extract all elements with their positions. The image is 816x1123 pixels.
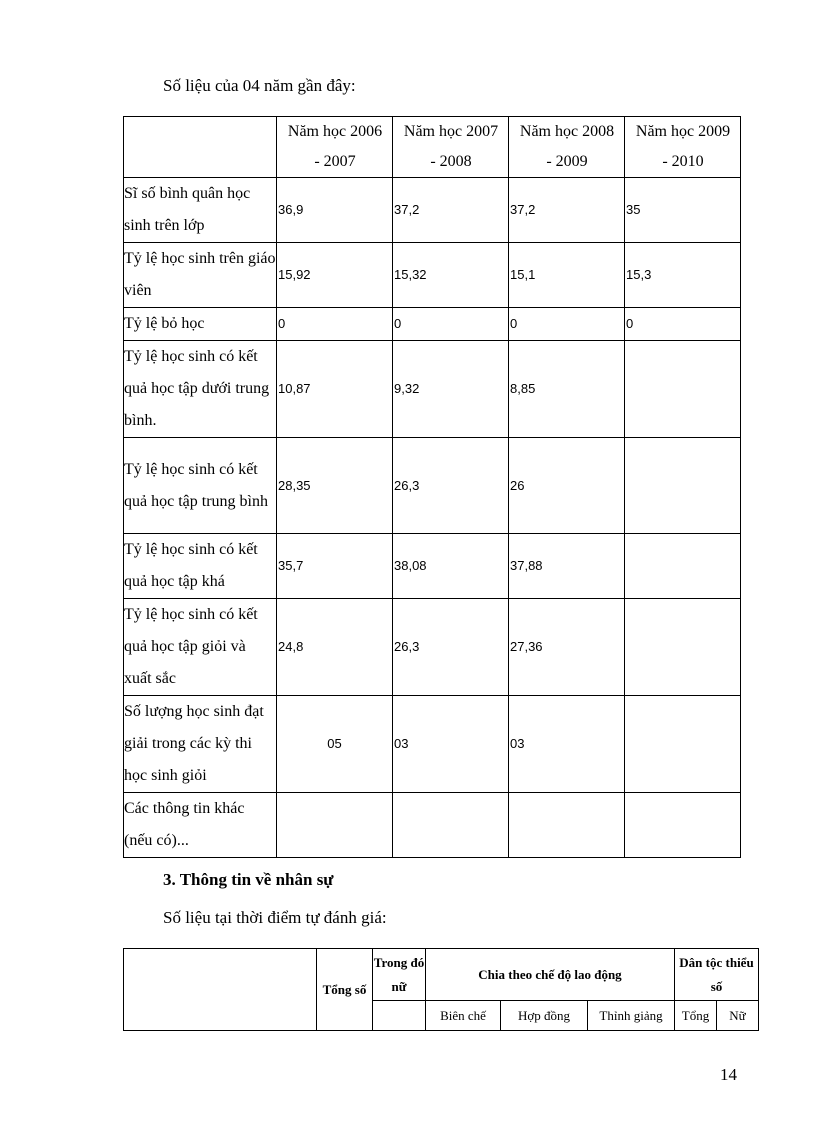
value-cell: 9,32 — [393, 341, 509, 438]
row-label: Tỷ lệ học sinh có kết quả học tập dưới trung bình. — [124, 341, 277, 438]
value-cell — [625, 599, 741, 696]
staff-header-row — [124, 949, 759, 1001]
value-cell: 37,2 — [509, 178, 625, 243]
value-cell — [625, 696, 741, 793]
value-cell — [393, 793, 509, 858]
staff-table — [123, 948, 759, 1031]
value-cell: 0 — [625, 308, 741, 341]
table-row — [124, 438, 741, 534]
staff-corner-cell — [124, 949, 317, 1031]
header-year-cell — [393, 117, 509, 178]
value-cell — [625, 341, 741, 438]
value-cell: 37,2 — [393, 178, 509, 243]
row-label: Sĩ số bình quân học sinh trên lớp — [124, 178, 277, 243]
value-cell: 15,1 — [509, 243, 625, 308]
staff-sub-header: Nữ — [717, 1001, 759, 1031]
row-label: Tỷ lệ học sinh trên giáo viên — [124, 243, 277, 308]
value-cell: 15,32 — [393, 243, 509, 308]
header-year-cell — [277, 117, 393, 178]
value-cell: 26,3 — [393, 438, 509, 534]
staff-ethnic-header: Dân tộc thiểu số — [675, 949, 759, 1001]
row-label: Các thông tin khác (nếu có)... — [124, 793, 277, 858]
table-row — [124, 178, 741, 243]
value-cell — [277, 793, 393, 858]
table-row — [124, 793, 741, 858]
header-corner-cell — [124, 117, 277, 178]
row-label: Tỷ lệ học sinh có kết quả học tập giỏi và xuất sắc — [124, 599, 277, 696]
header-year-line2: - 2007 — [314, 153, 356, 170]
row-label: Tỷ lệ học sinh có kết quả học tập khá — [124, 534, 277, 599]
value-cell: 26 — [509, 438, 625, 534]
header-year-line2: - 2009 — [546, 153, 588, 170]
value-cell: 37,88 — [509, 534, 625, 599]
table-row — [124, 599, 741, 696]
staff-sub-header: Thỉnh giảng — [588, 1001, 675, 1031]
staff-sub-header: Tổng — [675, 1001, 717, 1031]
staff-sub-header: Biên chế — [426, 1001, 501, 1031]
row-label: Tỷ lệ học sinh có kết quả học tập trung bình — [124, 438, 277, 534]
header-year-cell — [509, 117, 625, 178]
table-row — [124, 243, 741, 308]
intro-text: Số liệu của 04 năm gần đây: — [163, 76, 356, 95]
header-year-line1: Năm học 2007 — [403, 123, 499, 140]
row-label: Tỷ lệ bỏ học — [124, 308, 277, 341]
value-cell — [625, 793, 741, 858]
staff-regime-header: Chia theo chế độ lao động — [426, 949, 675, 1001]
value-cell: 26,3 — [393, 599, 509, 696]
header-year-line1: Năm học 2006 — [287, 123, 383, 140]
header-year-line2: - 2008 — [430, 153, 472, 170]
section-subtitle: Số liệu tại thời điểm tự đánh giá: — [163, 908, 387, 927]
header-year-line1: Năm học 2009 — [635, 123, 731, 140]
value-cell: 0 — [393, 308, 509, 341]
value-cell — [625, 534, 741, 599]
header-year-line1: Năm học 2008 — [519, 123, 615, 140]
value-cell: 15,92 — [277, 243, 393, 308]
value-cell — [625, 438, 741, 534]
page-number: 14 — [720, 1065, 737, 1084]
table-row — [124, 696, 741, 793]
value-cell: 0 — [277, 308, 393, 341]
staff-sub-header: Hợp đồng — [501, 1001, 588, 1031]
table-row — [124, 341, 741, 438]
row-label: Số lượng học sinh đạt giải trong các kỳ thi học sinh giỏi — [124, 696, 277, 793]
value-cell: 24,8 — [277, 599, 393, 696]
table-row — [124, 308, 741, 341]
section-title: 3. Thông tin về nhân sự — [163, 870, 334, 889]
value-cell: 36,9 — [277, 178, 393, 243]
table-row — [124, 534, 741, 599]
value-cell: 10,87 — [277, 341, 393, 438]
staff-total-header: Tổng số — [317, 949, 373, 1031]
header-year-line2: - 2010 — [662, 153, 704, 170]
header-year-cell — [625, 117, 741, 178]
staff-female-sub-cell — [373, 1001, 426, 1031]
value-cell — [509, 793, 625, 858]
value-cell: 03 — [393, 696, 509, 793]
value-cell: 05 — [277, 696, 393, 793]
value-cell: 0 — [509, 308, 625, 341]
value-cell: 27,36 — [509, 599, 625, 696]
value-cell: 28,35 — [277, 438, 393, 534]
value-cell: 35 — [625, 178, 741, 243]
table-header-row — [124, 117, 741, 178]
value-cell: 38,08 — [393, 534, 509, 599]
school-statistics-table — [123, 116, 741, 858]
value-cell: 03 — [509, 696, 625, 793]
value-cell: 35,7 — [277, 534, 393, 599]
value-cell: 15,3 — [625, 243, 741, 308]
value-cell: 8,85 — [509, 341, 625, 438]
staff-female-header: Trong đó nữ — [373, 949, 426, 1001]
